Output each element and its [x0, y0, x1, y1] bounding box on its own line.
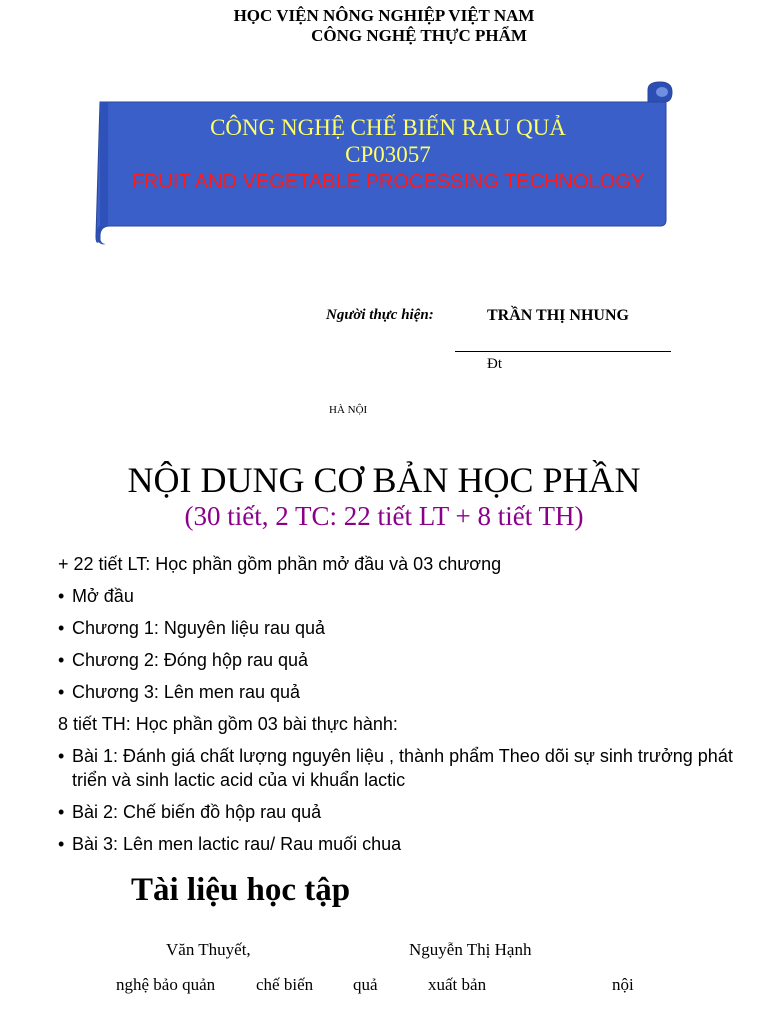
course-outline — [58, 548, 738, 860]
reference-fragment: nội — [612, 975, 634, 994]
course-title-en: FRUIT AND VEGETABLE PROCESSING TECHNOLOGY — [131, 171, 645, 193]
section-title: NỘI DUNG CƠ BẢN HỌC PHẦN — [127, 460, 641, 500]
reference-author-2: Nguyễn Thị Hạnh — [409, 940, 532, 959]
department-name: CÔNG NGHỆ THỰC PHẨM — [311, 26, 527, 45]
theory-intro: + 22 tiết LT: Học phần gồm phần mở đầu và 03 chương — [58, 554, 502, 574]
city-label: HÀ NỘI — [329, 404, 368, 416]
section-subtitle: (30 tiết, 2 TC: 22 tiết LT + 8 tiết TH) — [184, 501, 584, 531]
list-item: • Bài 3: Lên men lactic rau/ Rau muối chua — [58, 834, 402, 854]
reference-fragment: chế biến — [256, 975, 314, 994]
course-code: CP03057 — [345, 142, 431, 167]
performer-label: Người thực hiện: — [326, 307, 434, 323]
list-item: • Chương 1: Nguyên liệu rau quả — [58, 618, 326, 638]
reference-author-1: Văn Thuyết, — [166, 940, 251, 959]
institution-header — [0, 6, 768, 46]
reference-fragment: quả — [353, 975, 378, 994]
practice-intro: 8 tiết TH: Học phần gồm 03 bài thực hành: — [58, 714, 398, 734]
list-item: • Mở đầu — [58, 586, 134, 606]
course-title-banner — [88, 80, 686, 246]
list-item: • Chương 3: Lên men rau quả — [58, 682, 300, 702]
list-item: • Bài 2: Chế biến đồ hộp rau quả — [58, 802, 322, 822]
reference-fragment: nghệ bảo quản — [116, 975, 216, 994]
phone-label: Đt — [487, 356, 502, 372]
institution-name: HỌC VIỆN NÔNG NGHIỆP VIỆT NAM — [233, 6, 535, 25]
banner-text — [108, 114, 668, 196]
references-title: Tài liệu học tập — [131, 872, 351, 908]
signature-line — [455, 351, 671, 352]
performer-name: TRẦN THỊ NHUNG — [487, 307, 629, 324]
reference-fragment: xuất bản — [428, 975, 487, 994]
course-title-vi: CÔNG NGHỆ CHẾ BIẾN RAU QUẢ — [210, 115, 566, 140]
list-item: • Chương 2: Đóng hộp rau quả — [58, 650, 309, 670]
list-item: • Bài 1: Đánh giá chất lượng nguyên liệu , thành phẩm Theo dõi sự sinh trưởng phát triển và sinh lactic acid của vi khuẩn lactic — [58, 746, 733, 790]
